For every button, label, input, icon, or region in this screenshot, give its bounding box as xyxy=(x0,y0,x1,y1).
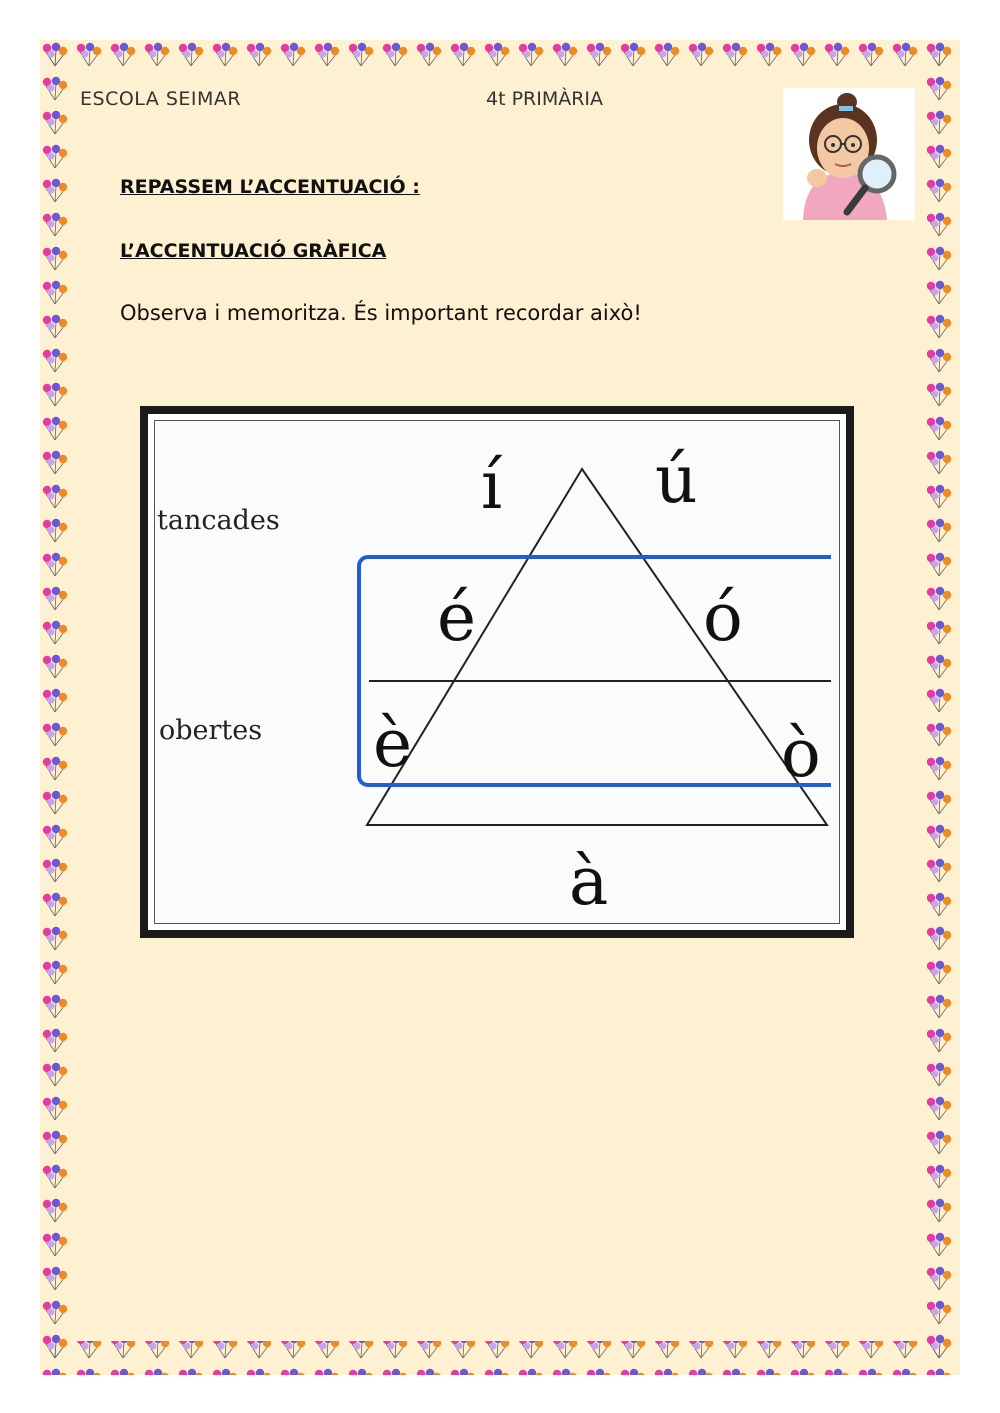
page-title: REPASSEM L’ACCENTUACIÓ : xyxy=(120,176,420,198)
teacher-avatar-icon xyxy=(783,88,915,220)
triangle-shape xyxy=(367,469,827,825)
highlight-box xyxy=(359,557,831,792)
vowel-i: í xyxy=(481,447,503,524)
vowel-u: ú xyxy=(655,441,698,518)
school-name: ESCOLA SEIMAR xyxy=(80,88,242,110)
label-closed: tancades xyxy=(157,505,280,536)
vowel-e-open: è xyxy=(373,705,413,782)
vowel-o-closed: ó xyxy=(703,579,743,656)
section-title: L’ACCENTUACIÓ GRÀFICA xyxy=(120,240,387,262)
instruction-text: Observa i memoritza. És important recordar això! xyxy=(120,301,642,325)
label-open: obertes xyxy=(159,715,263,746)
grade-label: 4t PRIMÀRIA xyxy=(486,88,604,110)
vowel-o-open: ò xyxy=(781,715,821,792)
vowel-e-closed: é xyxy=(437,579,477,656)
vowel-diagram xyxy=(140,406,854,938)
vowel-a: à xyxy=(569,843,609,920)
